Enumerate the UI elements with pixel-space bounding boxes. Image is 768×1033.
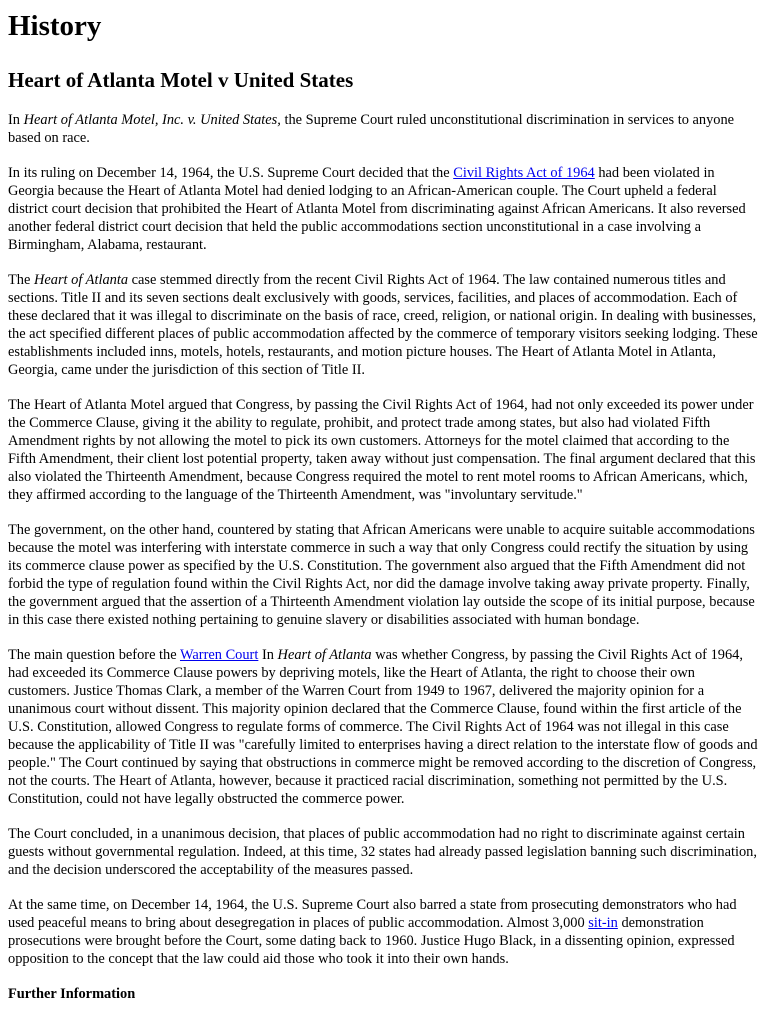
article-subtitle: Heart of Atlanta Motel v United States (8, 68, 354, 92)
text: was whether Congress, by passing the Civil Rights Act of 1964, had exceeded its Commerce Clause powers by depriving motels, like the Heart of Atlanta, the right to choose their own customers. Justice Thomas Clark, a member of the Warren Court from 1949 to 1967, delivered the majority opinion for a unanimous court without dissent. This majority opinion declared that the Commerce Clause, found within the first article of the U.S. Constitution, allowed Congress to regulate forms of commerce. The Civil Rights Act of 1964 was not illegal in this case because the applicability of Title II was "carefully limited to enterprises having a direct relation to the interstate flow of goods and people." The Court continued by saying that obstructions in commerce might be removed according to the discretion of Congress, not the courts. The Heart of Atlanta, however, because it practiced racial discrimination, something not permitted by the U.S. Constitution, could not have legally obstructed the commerce power. (8, 647, 758, 807)
case-name: Heart of Atlanta (277, 647, 372, 663)
text: the Supreme Court ruled unconstitutional discrimination in services to anyone based on race. (8, 112, 735, 146)
paragraph-main-question (8, 646, 760, 808)
text: demonstration prosecutions were brought before the Court, some dating back to 1960. Justice Hugo Black, in a dissenting opinion, expressed opposition to the concept that the law could aid those who took it into their own hands. (8, 915, 735, 967)
page-title: History (8, 10, 102, 42)
paragraph-background (8, 271, 760, 379)
paragraph-conclusion: The Court concluded, in a unanimous decision, that places of public accommodation had no right to discriminate against certain guests without governmental regulation. Indeed, at this time, 32 states had already passed legislation banning such discrimination, and the decision underscored the acceptability of the measures passed. (8, 826, 757, 878)
text: had been violated in Georgia because the Heart of Atlanta Motel had denied lodging to an African-American couple. The Court upheld a federal district court decision that prohibited the Heart of Atlanta Motel from discriminating against African Americans. It also reversed another federal district court decision that held the public accommodations section unconstitutional in a case involving a Birmingham, Alabama, restaurant. (8, 165, 746, 253)
text: The main question before the (8, 647, 180, 663)
case-name: Heart of Atlanta Motel, Inc. v. United States, (23, 112, 281, 128)
text: The (8, 272, 34, 288)
article (0, 9, 768, 1003)
case-name: Heart of Atlanta (33, 272, 129, 288)
sit-in-link[interactable]: sit-in (588, 915, 618, 931)
paragraph-motel-argument: The Heart of Atlanta Motel argued that Congress, by passing the Civil Rights Act of 1964, had not only exceeded its power under the Commerce Clause, giving it the ability to regulate, prohibit, and protect trade among states, but also had violated Fifth Amendment rights by not allowing the motel to pick its own customers. Attorneys for the motel claimed that according to the Fifth Amendment, their client lost potential property, taken away without just compensation. The final argument declared that this also violated the Thirteenth Amendment, because Congress required the motel to rent motel rooms to African Americans, which, they affirmed according to the language of the Thirteenth Amendment, was "involuntary servitude." (8, 397, 756, 503)
text: case stemmed directly from the recent Civil Rights Act of 1964. The law contained numerous titles and sections. Title II and its seven sections dealt exclusively with goods, services, facilities, and places of accommodation. Each of these declared that it was illegal to discriminate on the basis of race, creed, religion, or national origin. In dealing with businesses, the act specified different places of public accommodation affected by the commerce of temporary visitors seeking lodging. These establishments included inns, motels, hotels, restaurants, and motion picture houses. The Heart of Atlanta Motel in Atlanta, Georgia, came under the jurisdiction of this section of Title II. (8, 272, 758, 378)
text: At the same time, on December 14, 1964, the U.S. Supreme Court also barred a state from prosecuting demonstrators who had used peaceful means to bring about desegregation in places of public accommodation. Almost 3,000 (8, 897, 737, 931)
warren-court-link[interactable]: Warren Court (179, 647, 259, 663)
text: In (258, 647, 278, 663)
paragraph-ruling (8, 164, 760, 254)
paragraph-sit-in (8, 896, 760, 968)
text: In its ruling on December 14, 1964, the U.S. Supreme Court decided that the (8, 165, 454, 181)
paragraph-government-argument: The government, on the other hand, countered by stating that African Americans were unable to acquire suitable accommodations because the motel was interfering with interstate commerce in such a way that only Congress could rectify the situation by using its commerce clause power as specified by the U.S. Constitution. The government also argued that the Fifth Amendment did not forbid the type of regulation found within the Civil Rights Act, nor did the damage involve taking away private property. Finally, the government argued that the assertion of a Thirteenth Amendment violation lay outside the scope of its initial purpose, because in this case there existed nothing pertaining to genuine slavery or disabilities associated with human bondage. (8, 522, 755, 628)
further-information-heading: Further Information (8, 986, 136, 1002)
paragraph-intro (8, 111, 760, 147)
civil-rights-act-link[interactable]: Civil Rights Act of 1964 (453, 165, 595, 181)
text: In (8, 112, 24, 128)
